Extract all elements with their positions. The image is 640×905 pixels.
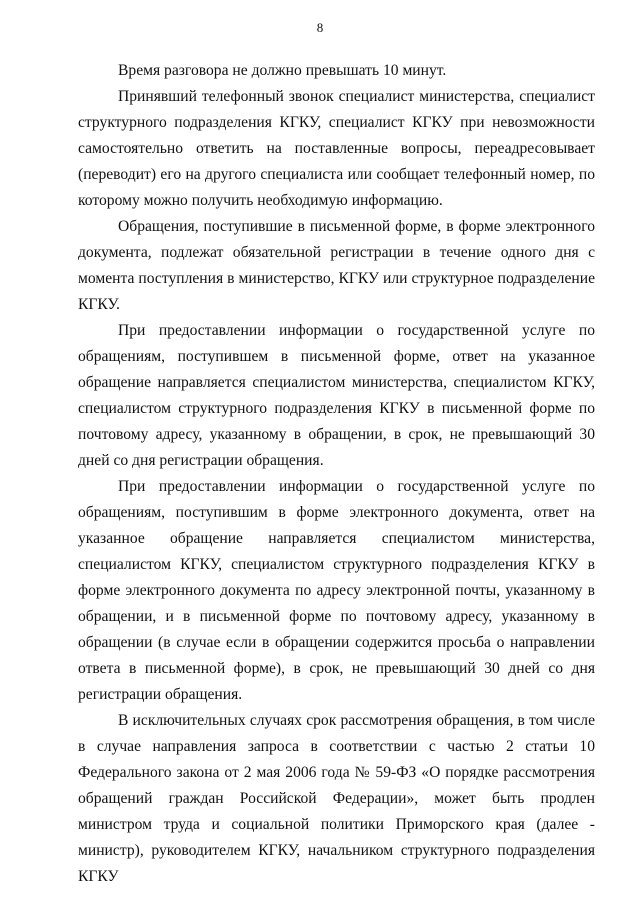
paragraph-call-redirect: Принявший телефонный звонок специалист министерства, специалист структурного подразделения КГКУ, специалист КГКУ при невозможности самостоятельно ответить на поставленные вопросы, переадресовывает (переводит) его на другого специалиста или сообщает телефонный номер, по которому можно получить необходимую информацию. xyxy=(78,88,595,209)
paragraph-electronic-response: При предоставлении информации о государственной услуге по обращениям, поступившим в форме электронного документа, ответ на указанное обращение направляется специалистом министерства, специалистом КГКУ, специалистом структурного подразделения КГКУ в форме электронного документа по адресу электронной почты, указанному в обращении, и в письменной форме по почтовому адресу, указанному в обращении (в случае если в обращении содержится просьба о направлении ответа в письменной форме), в срок, не превышающий 30 дней со дня регистрации обращения. xyxy=(78,478,595,703)
paragraph-written-response: При предоставлении информации о государственной услуге по обращениям, поступившем в письменной форме, ответ на указанное обращение направляется специалистом министерства, специалистом КГКУ, специалистом структурного подразделения КГКУ в письменной форме по почтовому адресу, указанному в обращении, в срок, не превышающий 30 дней со дня регистрации обращения. xyxy=(78,322,595,469)
paragraph-extension: В исключительных случаях срок рассмотрения обращения, в том числе в случае направления запроса в соответствии с частью 2 статьи 10 Федерального закона от 2 мая 2006 года № 59-ФЗ «О порядке рассмотрения обращений граждан Российской Федерации», может быть продлен министром труда и социальной политики Приморского края (далее - министр), руководителем КГКУ, начальником структурного подразделения КГКУ xyxy=(78,712,595,885)
paragraph-call-duration: Время разговора не должно превышать 10 минут. xyxy=(118,62,447,79)
paragraph-registration: Обращения, поступившие в письменной форме, в форме электронного документа, подлежат обязательной регистрации в течение одного дня с момента поступления в министерство, КГКУ или структурное подразделение КГКУ. xyxy=(78,218,595,313)
page-number: 8 xyxy=(316,20,324,35)
document-body xyxy=(78,58,595,890)
